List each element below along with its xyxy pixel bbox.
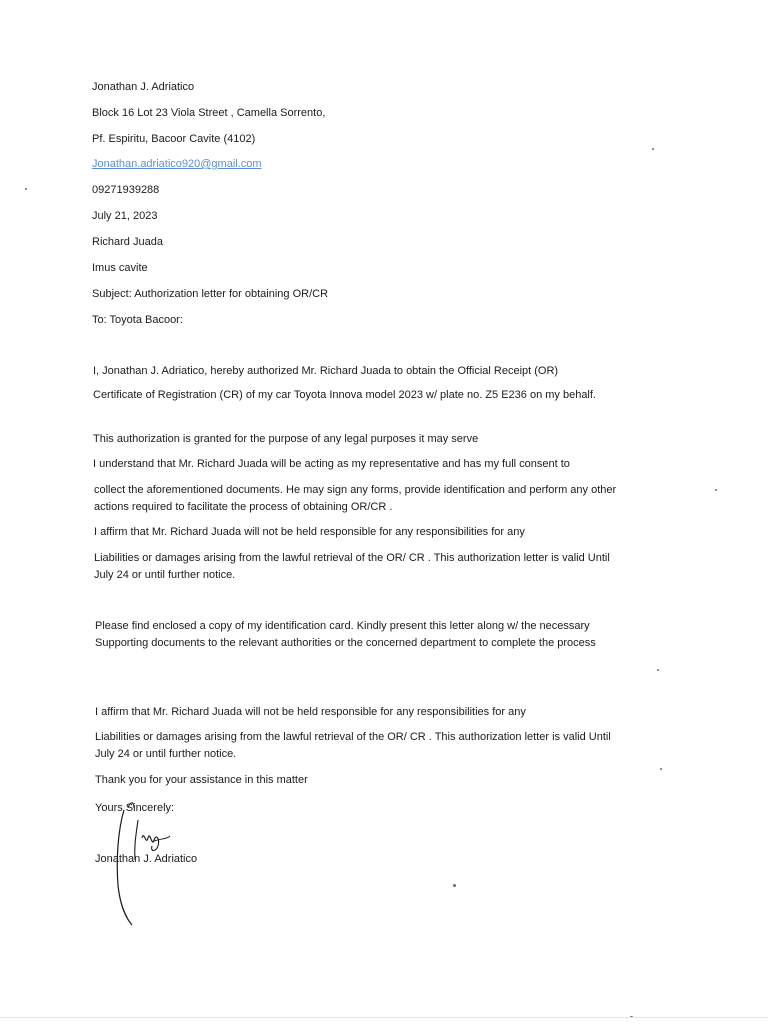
body-p6-line1: I affirm that Mr. Richard Juada will not be held responsible for any responsibilities for any (95, 706, 526, 718)
scan-speck (25, 188, 27, 190)
recipient-name: Richard Juada (92, 236, 163, 248)
thanks-line: Thank you for your assistance in this matter (95, 774, 308, 786)
sender-address-line2: Pf. Espiritu, Bacoor Cavite (4102) (92, 133, 256, 145)
letter-date: July 21, 2023 (92, 210, 158, 222)
letter-addressee: To: Toyota Bacoor: (92, 314, 183, 326)
letter-subject: Subject: Authorization letter for obtaining OR/CR (92, 288, 329, 300)
body-p1-line1: I, Jonathan J. Adriatico, hereby authorized Mr. Richard Juada to obtain the Official Receipt (OR) (93, 365, 559, 377)
sender-email-link[interactable]: Jonathan.adriatico920@gmail.com (92, 158, 262, 170)
scan-speck (453, 884, 456, 887)
body-p2: This authorization is granted for the purpose of any legal purposes it may serve (93, 433, 479, 445)
closing-salutation: Yours Sincerely: (95, 802, 175, 814)
scan-speck (660, 768, 662, 770)
sender-name: Jonathan J. Adriatico (92, 81, 195, 93)
body-p4-line1: I affirm that Mr. Richard Juada will not be held responsible for any responsibilities for any (94, 526, 525, 538)
recipient-location: Imus cavite (92, 262, 148, 274)
sender-phone: 09271939288 (92, 184, 160, 196)
body-p1-line2: Certificate of Registration (CR) of my car Toyota Innova model 2023 w/ plate no. Z5 E236 on my behalf. (93, 389, 596, 401)
body-p5: Please find enclosed a copy of my identification card. Kindly present this letter along w/ the necessary Supporting documents to the relevant authorities or the concerned department to complete the process (95, 620, 596, 649)
sender-address-line1: Block 16 Lot 23 Viola Street , Camella Sorrento, (92, 107, 326, 119)
body-p4-line2: Liabilities or damages arising from the lawful retrieval of the OR/ CR . This authorization letter is valid Until July 24 or until further notice. (94, 552, 610, 581)
scan-speck (652, 148, 654, 150)
scan-speck (657, 669, 659, 671)
body-p3-line1: I understand that Mr. Richard Juada will be acting as my representative and has my full consent to (93, 458, 570, 470)
signature-name: Jonathan J. Adriatico (95, 853, 198, 865)
handwritten-signature (108, 790, 188, 930)
page-bottom-edge (0, 1017, 768, 1018)
scan-speck (715, 489, 717, 491)
body-p6-line2: Liabilities or damages arising from the lawful retrieval of the OR/ CR . This authorization letter is valid Until July 24 or until further notice. (95, 731, 611, 760)
body-p3-line2: collect the aforementioned documents. He may sign any forms, provide identification and perform any other actions required to facilitate the process of obtaining OR/CR . (94, 484, 617, 513)
